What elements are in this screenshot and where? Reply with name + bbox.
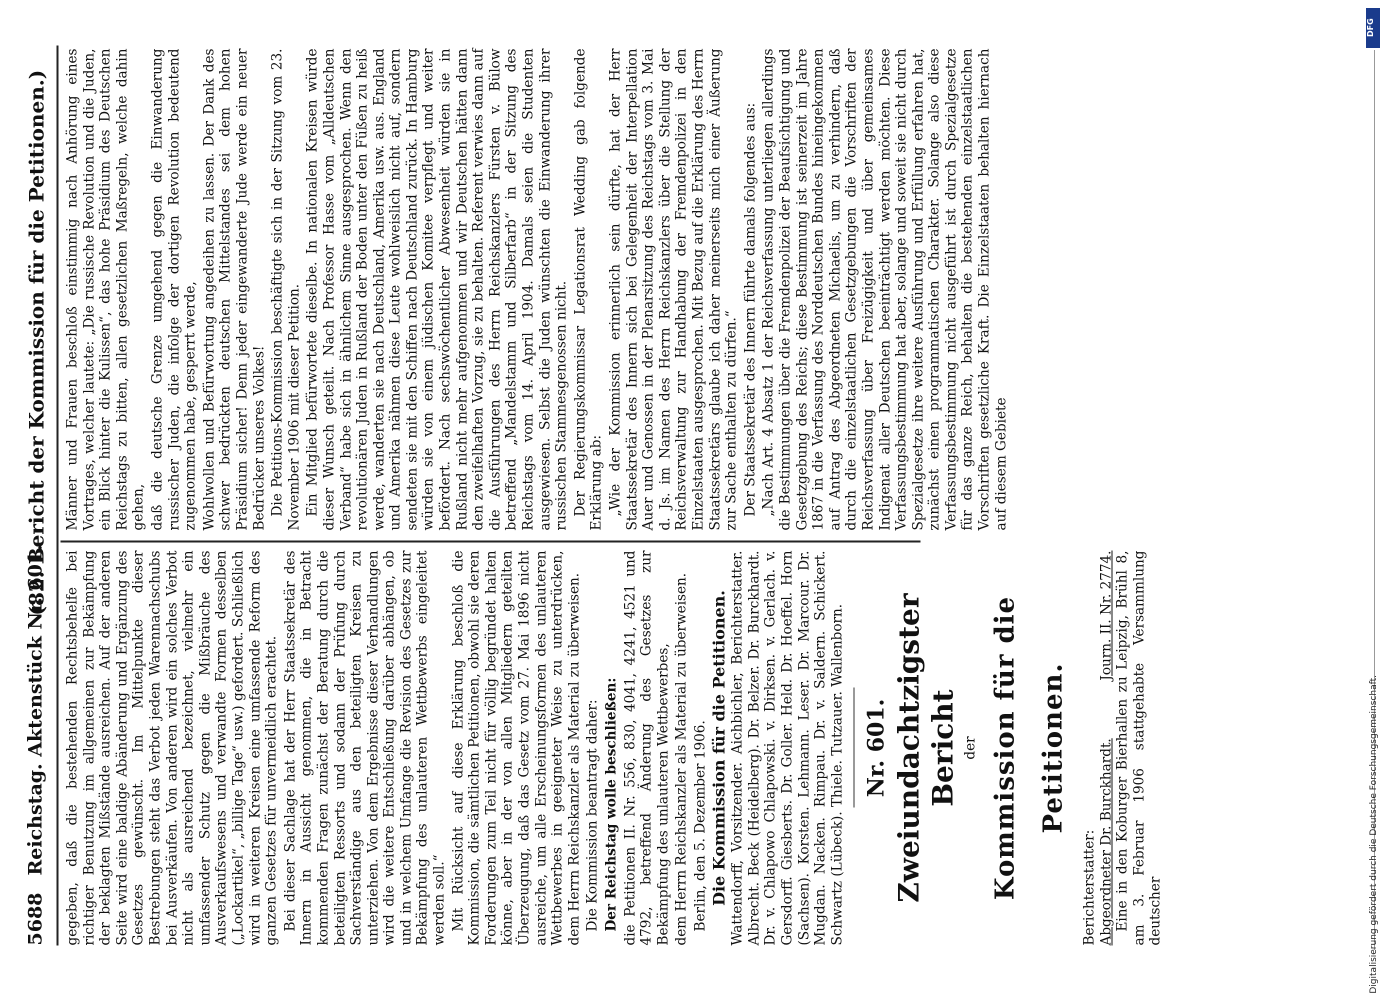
paragraph: Männer und Frauen beschloß einstimmig nach Anhörung eines Vortrages, welcher lautete: „Die russische Revolution und die Juden, ein Blick hinter die Kulissen“, das hohe Präsidium des Deutschen Reichstags zu bitten, allen gesetzlichen Maßregeln, welche dahin gehen,	[64, 48, 147, 530]
paragraph: Der Regierungskommissar Legationsrat Wedding gab folgende Erklärung ab:	[571, 48, 605, 530]
date-line: Berlin, den 5. Dezember 1906.	[691, 719, 708, 931]
quoted-demand: daß die deutsche Grenze umgehend gegen die Einwanderung russischer Juden, die infolge der dortigen Revolution bedeutend zugenommen habe, gesperrt werde,	[148, 48, 199, 530]
resolution-text: die Petitionen II. Nr. 556, 830, 4041, 4241, 4521 und 4792, betreffend Änderung des Gesetzes zur Bekämpfung des unlauteren Wettbewerbes,	[621, 550, 671, 945]
commission-title: Die Kommission für die Petitionen.	[708, 589, 728, 906]
column-rule	[60, 540, 920, 542]
paragraph: Die Kommission beantragt daher:	[584, 698, 601, 931]
reporter-label: Berichterstatter:	[1080, 829, 1097, 945]
report-title-commission: Kommission für die Petitionen.	[989, 595, 1068, 900]
separator	[853, 688, 854, 808]
paragraph: „Wie der Kommission erinnerlich sein dürfte, hat der Herr Staatssekretär des Innern sich bei Gelegenheit der Interpellation Auer und Genossen in der Plenarsitzung des Reichstags vom 3. Mai d. Js. im Namen des Herrn Reichskanzlers über die Stellung der Reichsverwaltung zur Handhabung der Fremdenpolizei in den Einzelstaaten ausgesprochen. Mit Bezug auf die Erklärung des Herrn Staatssekretärs glaube ich daher meinerseits mich einer Äußerung zur Sache enthalten zu dürfen.“	[607, 48, 740, 530]
paragraph: Mit Rücksicht auf diese Erklärung beschloß die Kommission, die sämtlichen Petitionen, obwohl sie deren Forderungen zum Teil nicht für völlig begründet halten könne, aber in der von allen Mitgliedern geteilten Überzeugung, daß das Gesetz vom 27. Mai 1896 nicht ausreiche, um alle Erscheinungsformen des unlauteren Wettbewerbes in geeigneter Weise zu unterdrücken, dem Herrn Reichskanzler als Material zu überweisen.	[449, 550, 582, 945]
report-title: Zweiundachtzigster Bericht	[892, 592, 960, 903]
page-header	[18, 45, 58, 945]
journal-number: Journ. II. Nr. 2774.	[1097, 550, 1114, 681]
page-number: 5688	[24, 892, 46, 945]
paragraph: gegeben, daß die bestehenden Rechtsbehelfe bei richtiger Benutzung im allgemeinen zur Bekämpfung der beklagten Mißstände ausreichen. Auf der anderen Seite wird eine baldige Abänderung und Ergänzung des Gesetzes gewünscht. Im Mittelpunkte dieser Bestrebungen steht das Verbot jeden Warennachschubs bei Ausverkäufen. Von anderen wird ein solches Verbot nicht als ausreichend bezeichnet, vielmehr ein umfassender Schutz gegen die Mißbräuche des Ausverkaufswesens und verwandte Formen desselben („Lockartikel“, „billige Tage“ usw.) gefordert. Schließlich wird in weiteren Kreisen eine umfassende Reform des ganzen Gesetzes für unvermeidlich erachtet.	[64, 550, 280, 945]
header-rule	[56, 45, 58, 945]
paragraph: Die Petitions-Kommission beschäftigte sich in der Sitzung vom 23. November 1906 mit dieser Petition.	[269, 48, 302, 530]
dfg-credit: Digitalisierung gefördert durch die Deutsche Forschungsgemeinschaft.	[1369, 675, 1379, 994]
header-subtitle: (82. Bericht der Kommission für die Petitionen.)	[24, 69, 48, 615]
resolution-text: dem Herrn Reichskanzler als Material zu überweisen.	[673, 572, 690, 945]
document-number: Nr. 601.	[863, 698, 890, 797]
report-title-der: der	[962, 735, 979, 760]
paragraph: Eine in den Koburger Bierhallen zu Leipzig, Brühl 8, am 3. Februar 1906 stattgehabte Versammlung deutscher	[1114, 550, 1164, 945]
dfg-logo: DFG	[1366, 8, 1380, 48]
right-column	[64, 48, 1011, 530]
reporter-block	[1081, 550, 1114, 945]
reporter-left	[1081, 738, 1114, 945]
paragraph: Ein Mitglied befürwortete dieselbe. In nationalen Kreisen würde dieser Wunsch geteilt. Nach Professor Hasse vom „Alldeutschen Verband“ habe sich in ähnlichem Sinne ausgesprochen. Wenn den revolutionären Juden in Rußland der Boden unter den Füßen zu heiß werde, wanderten sie nach Deutschland, Amerika usw. aus. England und Amerika nähmen diese Leute wohlweislich nicht auf, sondern sendeten sie mit den Schiffen nach Deutschland zurück. In Hamburg würden sie von einem jüdischen Komitee verpflegt und weiter befördert. Nach sechswöchentlicher Abwesenheit würden sie in Rußland nicht mehr aufgenommen und wir Deutschen hätten dann den zweifelhaften Vorzug, sie zu behalten. Referent verwies dann auf die Ausführungen des Herrn Reichskanzlers Fürsten v. Bülow betreffend „Mandelstamm und Silberfarb“ in der Sitzung des Reichstags vom 14. April 1904. Damals seien die Studenten ausgewiesen. Selbst die Juden wünschten die Einwanderung ihrer russischen Stammesgenossen nicht.	[304, 48, 570, 530]
paragraph: Der Staatssekretär des Innern führte damals folgendes aus:	[741, 102, 758, 516]
paragraph: „Nach Art. 4 Absatz 1 der Reichsverfassung unterliegen allerdings die Bestimmungen über die Fremdenpolizei der Beaufsichtigung und Gesetzgebung des Reichs; diese Bestimmung ist seinerzeit im Jahre 1867 in die Verfassung des Norddeutschen Bundes hineingekommen auf Antrag des Abgeordneten Michaelis, um zu verhindern, daß durch die einzelstaatlichen Gesetzgebungen die Vorschriften der Reichsverfassung über Freizügigkeit und über gemeinsames Indigenat aller Deutschen beeinträchtigt werden möchten. Diese Verfassungsbestimmung hat aber, solange und soweit sie nicht durch Spezialgesetze ihre weitere Ausführung und Erfüllung erfahren hat, zunächst einen programmatischen Charakter. Solange also diese Verfassungsbestimmung nicht ausgeführt ist durch Spezialgesetze für das ganze Reich, behalten die bestehenden einzelstaatlichen Vorschriften gesetzliche Kraft. Die Einzelstaaten behalten hiernach auf diesem Gebiete	[760, 48, 1009, 530]
member-list: Wattendorff, Vorsitzender. Aichbichler, Berichterstatter. Albrecht. Beck (Heidelberg). Dr. Belzer. Dr. Burckhardt. Dr. v. Chlapowo Chlapowski. v. Dirksen. v. Gerlach. v. Gersdorff. Giesberts. Dr. Goller. Held. Dr. Hoeffel. Horn (Sachsen). Korsten. Lehmann. Leser. Dr. Marcour. Dr. Mugdan. Nacken. Rimpau. Dr. v. Saldern. Schickert. Schwartz (Lübeck). Thiele. Tutzauer. Wallenborn.	[729, 550, 845, 945]
paragraph: Bei dieser Sachlage hat der Herr Staatssekretär des Innern in Aussicht genommen, die in Betracht kommenden Fragen zunächst der Beratung durch die beteiligten Ressorts und sodann der Prüfung durch Sachverständige aus den beteiligten Kreisen zu unterziehen. Von dem Ergebnisse dieser Verhandlungen wird die weitere Entschließung darüber abhängen, ob und in welchem Umfange die Revision des Gesetzes zur Bekämpfung des unlauteren Wettbewerbs eingeleitet werden soll.“	[281, 550, 448, 945]
paragraph: Wohlwollen und Befürwortung angedeihen zu lassen. Der Dank des schwer bedrückten deutschen Mittelstandes sei dem hohen Präsidium sicher! Denn jeder eingewanderte Jude werde ein neuer Bedrücker unseres Volkes!	[200, 48, 267, 530]
reporter-name: Abgeordneter Dr. Burckhardt.	[1097, 737, 1114, 945]
header-title: Reichstag. Aktenstück Nr. 601.	[24, 543, 46, 875]
left-column	[64, 550, 1166, 945]
paragraph: Der Reichstag wolle beschließen:	[603, 677, 619, 931]
